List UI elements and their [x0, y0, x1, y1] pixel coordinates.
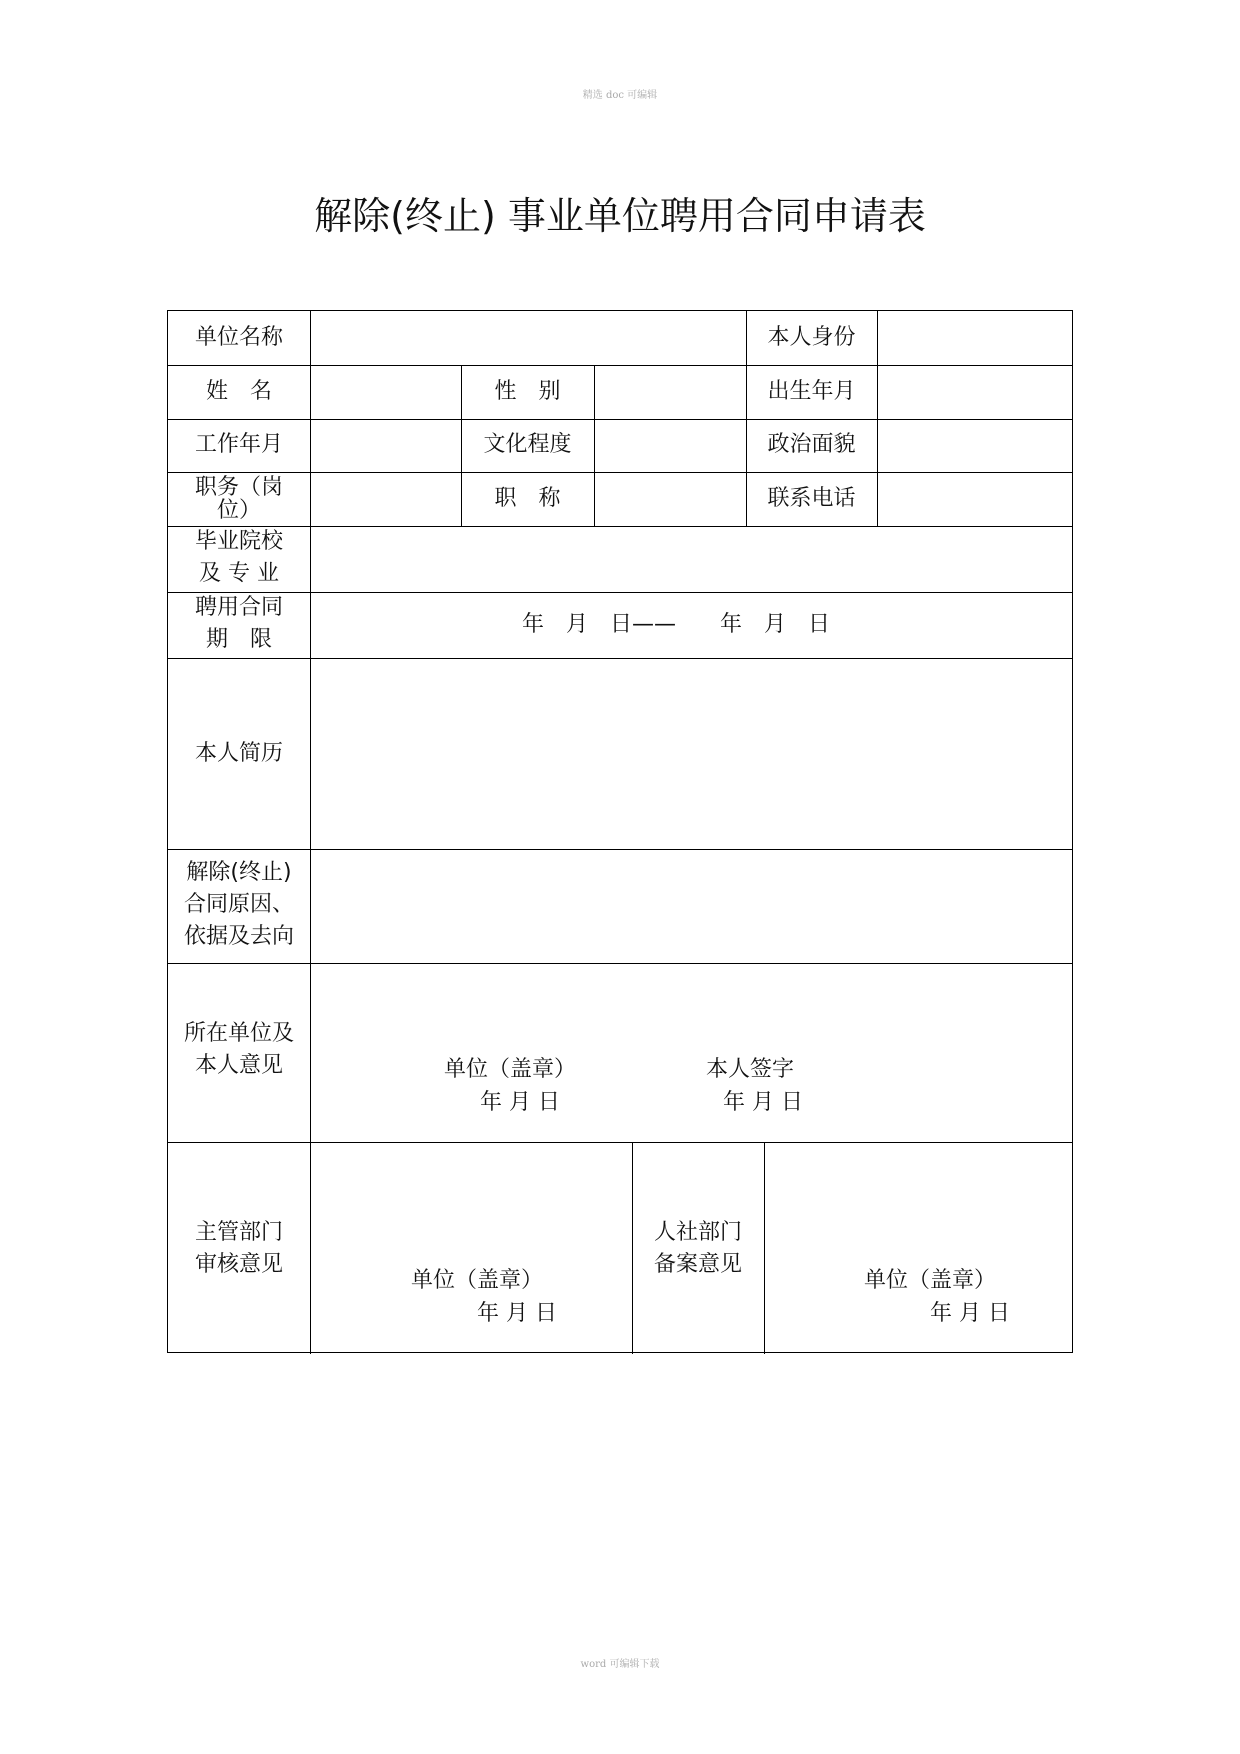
column-divider — [764, 1142, 765, 1354]
label-opinion: 所在单位及 — [183, 1021, 294, 1046]
label-post: 职务（岗 — [194, 475, 283, 500]
application-form-table — [167, 310, 1073, 1353]
header-note: 精选 doc 可编辑 — [582, 90, 658, 101]
supervisor-seal-date: 年 月 日 — [477, 1301, 557, 1326]
row-divider — [168, 658, 1072, 659]
label-unit-name: 单位名称 — [194, 325, 283, 350]
label-opinion-line2: 本人意见 — [194, 1053, 283, 1078]
label-political: 政治面貌 — [767, 432, 856, 457]
self-sign: 本人签字 — [706, 1057, 795, 1082]
unit-seal-date: 年 月 日 — [480, 1090, 560, 1115]
label-hr: 人社部门 — [653, 1220, 742, 1245]
label-title-rank: 职 称 — [494, 486, 561, 511]
label-education: 文化程度 — [483, 432, 572, 457]
label-supervisor-line2: 审核意见 — [194, 1252, 283, 1277]
label-supervisor: 主管部门 — [194, 1220, 283, 1245]
label-birth: 出生年月 — [767, 379, 856, 404]
term-date-range: 年 月 日—— 年 月 日 — [522, 612, 831, 637]
label-term-line2: 期 限 — [205, 627, 272, 652]
label-identity: 本人身份 — [767, 325, 856, 350]
label-hr-line2: 备案意见 — [653, 1252, 742, 1277]
label-school-line2: 及 专 业 — [199, 561, 279, 586]
row-divider — [168, 849, 1072, 850]
label-name: 姓 名 — [205, 379, 272, 404]
column-divider — [632, 1142, 633, 1354]
column-divider — [594, 365, 595, 526]
label-phone: 联系电话 — [767, 486, 856, 511]
label-post-clip — [168, 496, 310, 525]
hr-seal-date: 年 月 日 — [930, 1301, 1010, 1326]
column-divider — [310, 311, 311, 1354]
label-school: 毕业院校 — [194, 529, 283, 554]
label-term: 聘用合同 — [194, 595, 283, 620]
column-divider — [877, 311, 878, 526]
label-post-line2: 位） — [216, 498, 261, 523]
page-title: 解除(终止) 事业单位聘用合同申请表 — [314, 194, 926, 238]
label-resume: 本人简历 — [194, 741, 283, 766]
unit-seal: 单位（盖章） — [444, 1057, 577, 1082]
label-work-date: 工作年月 — [194, 432, 283, 457]
label-gender: 性 别 — [494, 379, 561, 404]
row-divider — [168, 419, 1072, 420]
self-sign-date: 年 月 日 — [723, 1090, 803, 1115]
label-reason: 解除(终止) — [186, 860, 292, 885]
footer-note: word 可编辑下载 — [580, 1659, 660, 1670]
row-divider — [168, 963, 1072, 964]
row-divider — [168, 1142, 1072, 1143]
label-reason-line3: 依据及去向 — [183, 924, 294, 949]
row-divider — [168, 365, 1072, 366]
supervisor-seal: 单位（盖章） — [411, 1268, 544, 1293]
hr-seal: 单位（盖章） — [864, 1268, 997, 1293]
label-reason-line2: 合同原因、 — [183, 892, 294, 917]
